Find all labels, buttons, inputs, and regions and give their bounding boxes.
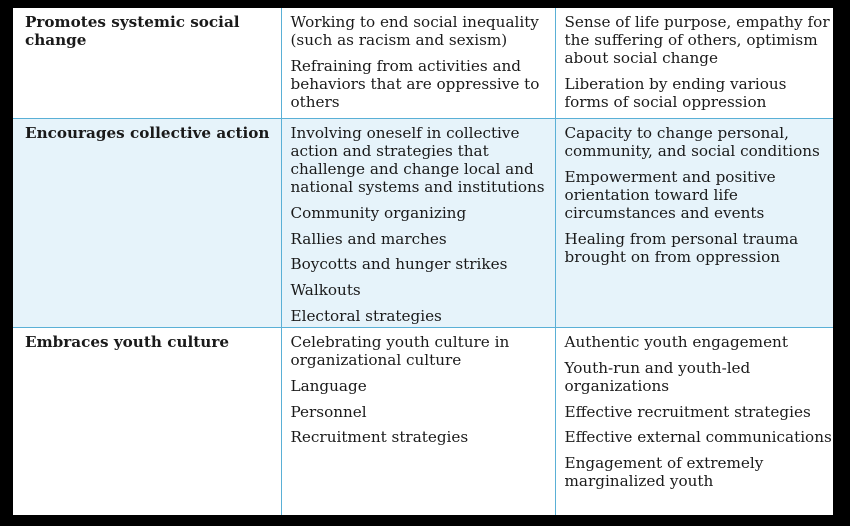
row-label-text: Promotes systemic social change [25, 13, 240, 49]
list-item: Sense of life purpose, empathy for the suffering of others, optimism about social change [564, 13, 830, 67]
outcomes-cell [555, 8, 833, 119]
row-label-text: Embraces youth culture [25, 333, 229, 351]
list-item: Involving oneself in collective action and strategies that challenge and change local and national systems and institutions [290, 124, 545, 196]
list-item: Effective recruitment strategies [564, 402, 811, 421]
table-frame [13, 8, 833, 515]
list-item: Celebrating youth culture in organizational culture [290, 333, 510, 369]
table-row [13, 8, 833, 119]
list-item: Youth-run and youth-led organizations [564, 358, 751, 395]
list-item: Electoral strategies [290, 306, 442, 325]
strategies-cell [281, 328, 555, 516]
strategies-cell [281, 119, 555, 328]
framework-table [13, 8, 833, 515]
row-label [13, 8, 281, 119]
list-item: Boycotts and hunger strikes [290, 255, 508, 274]
row-label [13, 119, 281, 328]
list-item: Liberation by ending various forms of social oppression [564, 74, 787, 111]
list-item: Personnel [290, 402, 367, 421]
table-row [13, 328, 833, 516]
row-label [13, 328, 281, 516]
outcomes-cell [555, 328, 833, 516]
list-item: Refraining from activities and behaviors that are oppressive to others [290, 56, 540, 111]
table-row [13, 119, 833, 328]
strategies-cell [281, 8, 555, 119]
list-item: Effective external communications [564, 428, 832, 447]
list-item: Rallies and marches [290, 229, 447, 248]
list-item: Capacity to change personal, community, and social conditions [564, 124, 820, 160]
list-item: Language [290, 376, 367, 395]
list-item: Working to end social inequality (such as racism and sexism) [290, 13, 539, 49]
list-item: Engagement of extremely marginalized youth [564, 454, 764, 491]
list-item: Empowerment and positive orientation toward life circumstances and events [564, 167, 776, 222]
list-item: Authentic youth engagement [564, 333, 788, 351]
list-item: Recruitment strategies [290, 428, 469, 447]
outcomes-cell [555, 119, 833, 328]
list-item: Walkouts [290, 281, 361, 300]
row-label-text: Encourages collective action [25, 124, 270, 142]
list-item: Community organizing [290, 203, 467, 222]
list-item: Healing from personal trauma brought on from oppression [564, 229, 799, 266]
